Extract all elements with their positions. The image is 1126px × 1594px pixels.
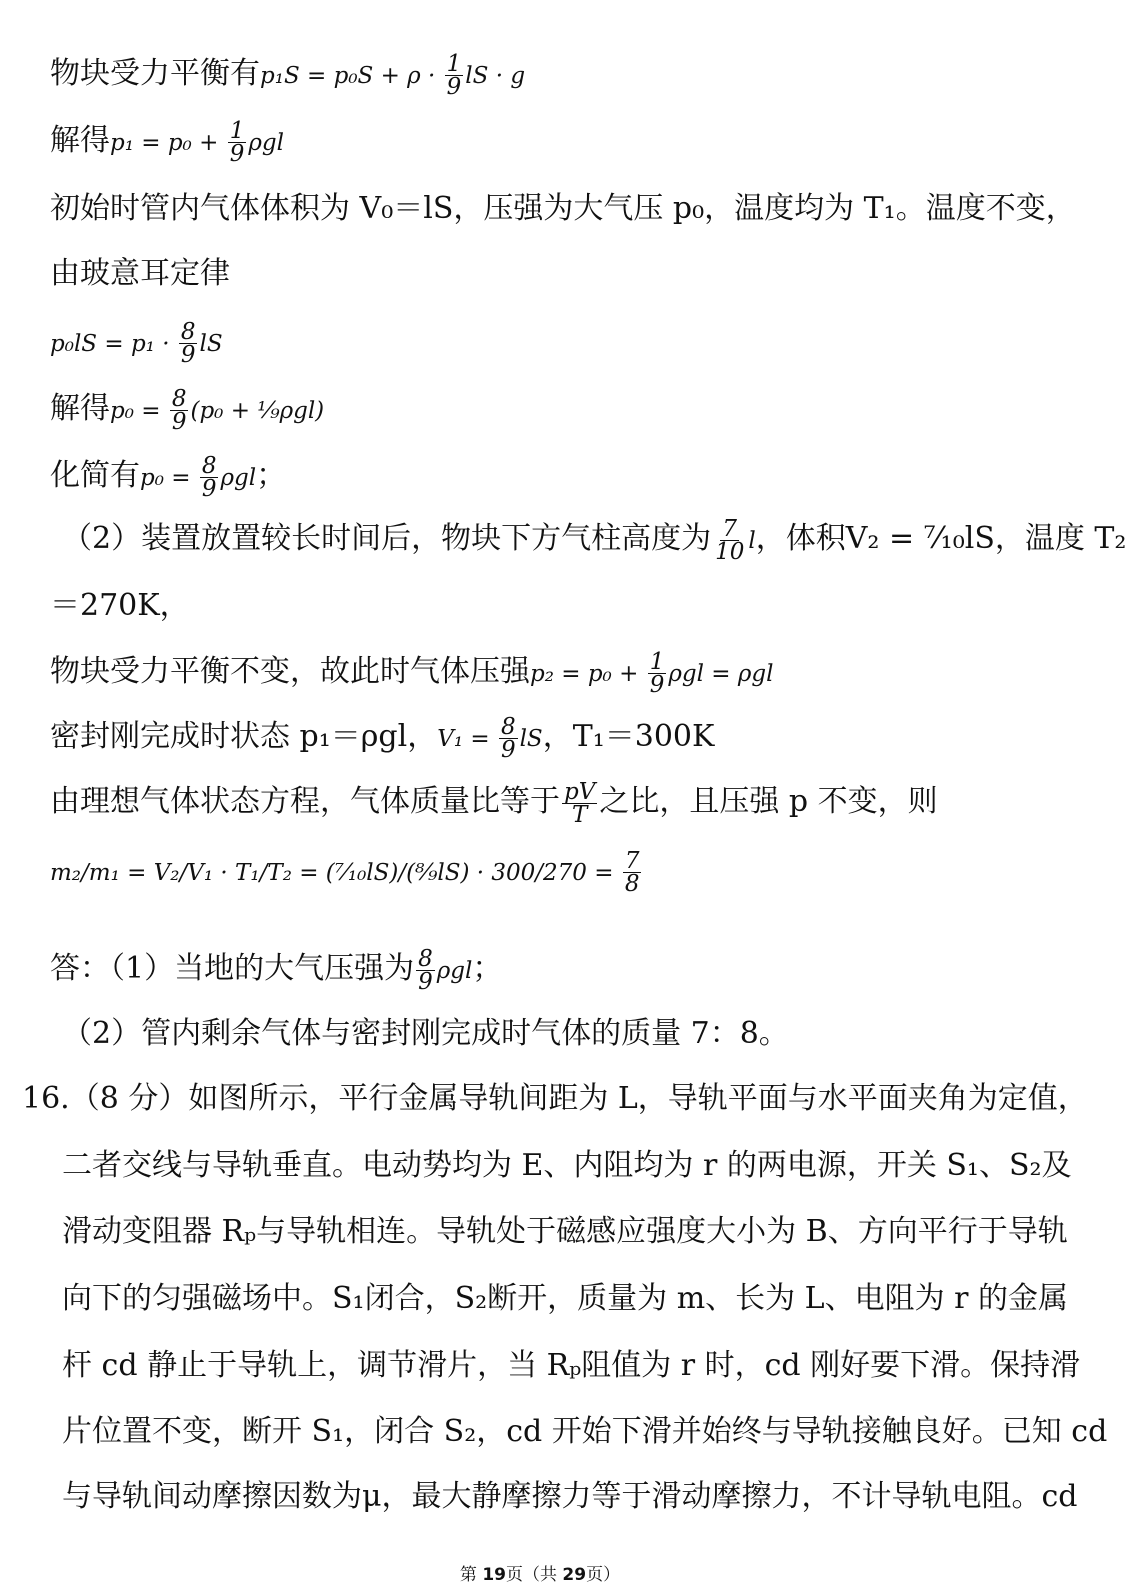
line-text: （2）装置放置较长时间后，物块下方气柱高度为 bbox=[62, 521, 712, 556]
math-expression-tail: ρgl bbox=[220, 465, 257, 491]
footer-prefix: 第 bbox=[459, 1565, 483, 1585]
fraction bbox=[648, 648, 667, 698]
page-footer bbox=[0, 1560, 1080, 1585]
fraction-numerator: 8 bbox=[500, 713, 516, 740]
text-line bbox=[62, 510, 1126, 568]
line-text: 二者交线与导轨垂直。电动势均为 E、内阻均为 r 的两电源，开关 S₁、S₂及 bbox=[62, 1148, 1072, 1183]
text-line bbox=[62, 1203, 1068, 1261]
line-text-tail: ； bbox=[256, 458, 287, 493]
fraction-denominator: 9 bbox=[171, 408, 187, 435]
fraction-denominator: 9 bbox=[446, 73, 462, 100]
text-line bbox=[62, 1403, 1107, 1461]
footer-mid: 页（共 bbox=[506, 1565, 563, 1585]
fraction-numerator: pV bbox=[564, 778, 596, 805]
line-text: 由理想气体状态方程，气体质量比等于 bbox=[50, 784, 560, 819]
line-text: 16.（8 分）如图所示，平行金属导轨间距为 L，导轨平面与水平面夹角为定值， bbox=[22, 1081, 1088, 1116]
fraction-denominator: T bbox=[572, 801, 588, 828]
fraction-numerator: 7 bbox=[722, 515, 738, 542]
fraction-numerator: 8 bbox=[171, 385, 187, 412]
fraction-numerator: 7 bbox=[624, 847, 640, 874]
math-expression: p₂ = p₀ + bbox=[530, 661, 646, 687]
fraction bbox=[713, 515, 746, 565]
fraction-numerator: 8 bbox=[180, 318, 196, 345]
line-text: 滑动变阻器 Rₚ与导轨相连。导轨处于磁感应强度大小为 B、方向平行于导轨 bbox=[62, 1214, 1068, 1249]
line-text: 与导轨间动摩擦因数为μ，最大静摩擦力等于滑动摩擦力，不计导轨电阻。cd bbox=[62, 1479, 1078, 1514]
fraction-numerator: 1 bbox=[649, 648, 665, 675]
fraction-denominator: 9 bbox=[201, 475, 217, 502]
fraction-numerator: 8 bbox=[418, 945, 433, 972]
line-text: 初始时管内气体体积为 V₀＝lS，压强为大气压 p₀，温度均为 T₁。温度不变， bbox=[50, 191, 1076, 226]
line-text: 物块受力平衡有 bbox=[50, 56, 260, 91]
fraction bbox=[170, 385, 189, 435]
fraction-numerator: 8 bbox=[201, 452, 217, 479]
line-text: 化简有 bbox=[50, 458, 140, 493]
fraction-denominator: 9 bbox=[180, 341, 196, 368]
line-text-tail: 之比，且压强 p 不变，则 bbox=[599, 784, 938, 819]
line-text: 物块受力平衡不变，故此时气体压强 bbox=[50, 654, 530, 689]
text-line bbox=[50, 180, 1076, 238]
fraction bbox=[416, 945, 435, 995]
fraction bbox=[228, 117, 247, 167]
fraction-numerator: 1 bbox=[446, 50, 462, 77]
line-text: 杆 cd 静止于导轨上，调节滑片，当 Rₚ阻值为 r 时，cd 刚好要下滑。保持滑 bbox=[62, 1348, 1081, 1383]
line-text: 向下的匀强磁场中。S₁闭合，S₂断开，质量为 m、长为 L、电阻为 r 的金属 bbox=[62, 1281, 1069, 1316]
line-text: 由玻意耳定律 bbox=[50, 256, 230, 291]
text-line bbox=[50, 773, 938, 831]
line-text-tail: ，体积V₂ = ⁷⁄₁₀lS，温度 T₂ bbox=[755, 521, 1126, 556]
fraction bbox=[623, 847, 642, 897]
math-expression-tail: lS bbox=[519, 726, 543, 752]
text-line bbox=[50, 313, 223, 371]
line-text: ＝270K， bbox=[50, 588, 190, 623]
text-line bbox=[62, 1337, 1080, 1395]
text-line bbox=[50, 45, 525, 103]
fraction bbox=[445, 50, 464, 100]
text-line bbox=[50, 842, 643, 900]
footer-total-pages: 29 bbox=[562, 1565, 587, 1585]
math-expression-tail: l bbox=[748, 528, 756, 554]
math-expression: p₀ = bbox=[110, 398, 168, 424]
line-text: 解得 bbox=[50, 391, 110, 426]
math-expression: p₁S = p₀S + ρ · bbox=[260, 63, 443, 89]
fraction-denominator: 10 bbox=[715, 538, 745, 565]
text-line bbox=[62, 1468, 1078, 1526]
line-text-tail: ； bbox=[472, 951, 503, 986]
line-text: 片位置不变，断开 S₁，闭合 S₂，cd 开始下滑并始终与导轨接触良好。已知 cd bbox=[62, 1414, 1108, 1449]
text-line bbox=[62, 1005, 789, 1063]
text-line bbox=[50, 940, 502, 998]
math-expression-tail: ρgl = ρgl bbox=[668, 661, 774, 687]
footer-page-number: 19 bbox=[482, 1565, 506, 1585]
text-line bbox=[50, 643, 773, 701]
text-line bbox=[50, 577, 190, 635]
text-line bbox=[62, 1270, 1068, 1328]
text-line bbox=[50, 708, 714, 766]
math-expression: m₂/m₁ = V₂/V₁ · T₁/T₂ = (⁷⁄₁₀lS)/(⁸⁄₉lS) · 300/270 = bbox=[50, 860, 621, 886]
fraction bbox=[200, 452, 219, 502]
fraction bbox=[179, 318, 198, 368]
text-line bbox=[50, 447, 286, 505]
math-expression: p₁ = p₀ + bbox=[110, 130, 226, 156]
line-text: 解得 bbox=[50, 123, 110, 158]
math-expression-tail: (p₀ + ¹⁄₉ρgl) bbox=[190, 398, 325, 424]
fraction bbox=[499, 713, 518, 763]
math-expression: p₀lS = p₁ · bbox=[50, 331, 177, 357]
text-line bbox=[22, 1070, 1088, 1128]
line-text-tail: ，T₁＝300K bbox=[542, 719, 715, 754]
math-expression-tail: lS · g bbox=[465, 63, 526, 89]
line-text: 答：（1）当地的大气压强为 bbox=[50, 951, 415, 986]
text-line bbox=[62, 1137, 1072, 1195]
math-expression-tail: ρgl bbox=[436, 958, 473, 984]
math-expression: p₀ = bbox=[140, 465, 198, 491]
fraction-denominator: 9 bbox=[649, 671, 665, 698]
text-line bbox=[50, 380, 324, 438]
math-expression: V₁ = bbox=[437, 726, 497, 752]
fraction-denominator: 8 bbox=[624, 870, 640, 897]
math-expression-tail: ρgl bbox=[248, 130, 284, 156]
footer-suffix: 页） bbox=[586, 1565, 621, 1585]
text-line bbox=[50, 112, 284, 170]
line-text: （2）管内剩余气体与密封刚完成时气体的质量 7：8。 bbox=[62, 1016, 789, 1051]
text-line bbox=[50, 245, 230, 303]
fraction-denominator: 9 bbox=[229, 140, 245, 167]
line-text: 密封刚完成时状态 p₁＝ρgl， bbox=[50, 719, 438, 754]
fraction-numerator: 1 bbox=[229, 117, 245, 144]
fraction bbox=[562, 778, 597, 828]
fraction-denominator: 9 bbox=[418, 968, 433, 995]
fraction-denominator: 9 bbox=[500, 736, 516, 763]
math-expression-tail: lS bbox=[199, 331, 223, 357]
